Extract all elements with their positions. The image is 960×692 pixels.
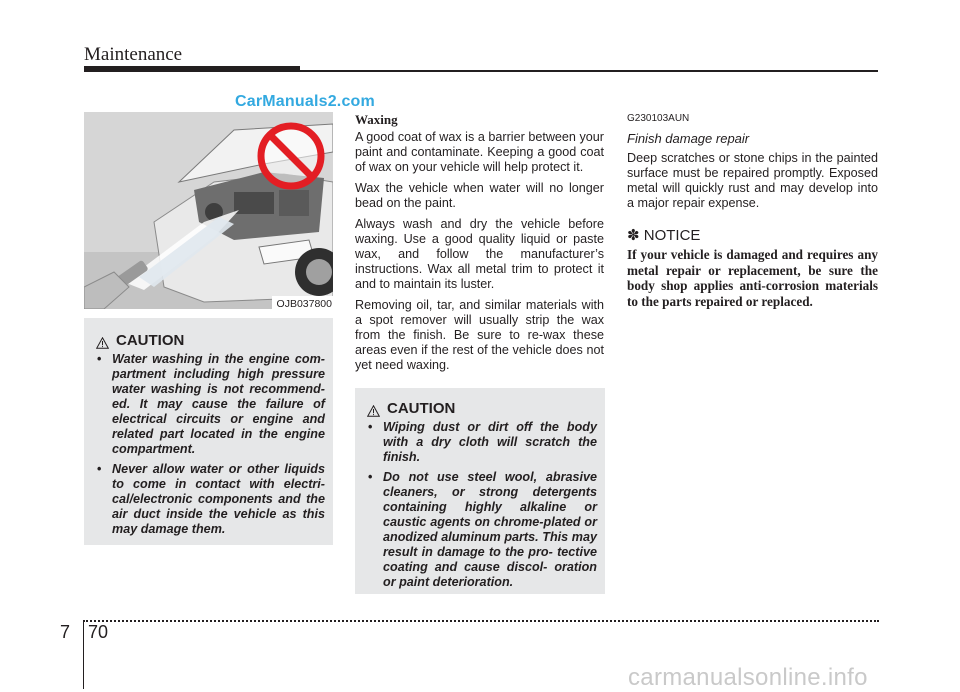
caution-box-engine-washing bbox=[84, 318, 333, 545]
finish-damage-paragraph: Deep scratches or stone chips in the painted surface must be repaired promptly. Exposed metal will quickly rust and may develop into a major repair expense. bbox=[627, 151, 878, 210]
notice-asterisk-icon: ✽ bbox=[627, 227, 640, 244]
warning-triangle-icon bbox=[367, 405, 380, 417]
header-rule-thin bbox=[300, 70, 878, 72]
caution-item: • Water washing in the engine com- partment including high pressure water washing is not recommend- ed. It may cause the failure of electrical circuits or engine and related part located in the engine compartment. bbox=[92, 352, 325, 457]
caution-item: • Never allow water or other liquids to come in contact with electri- cal/electronic components and the air duct inside the vehicle as this may damage them. bbox=[92, 462, 325, 537]
header-rule-thick bbox=[84, 66, 300, 72]
footer-dotted-rule bbox=[83, 620, 879, 622]
figure-caption: OJB037800 bbox=[272, 296, 334, 312]
engine-wash-illustration bbox=[84, 112, 333, 309]
waxing-paragraph: Removing oil, tar, and similar materials with a spot remover will usually strip the wax from the finish. Be sure to re-wax these areas even if the rest of the vehicle does not yet need waxing. bbox=[355, 298, 604, 372]
caution-header bbox=[96, 332, 325, 349]
finish-damage-heading: Finish damage repair bbox=[627, 131, 750, 146]
caution-title: CAUTION bbox=[387, 400, 456, 417]
page-number: 70 bbox=[88, 622, 109, 642]
footer-vertical-rule bbox=[83, 621, 84, 689]
caution-item: • Wiping dust or dirt off the body with a dry cloth will scratch the finish. bbox=[363, 420, 597, 465]
prohibition-icon bbox=[261, 126, 321, 186]
caution-header bbox=[367, 400, 597, 417]
waxing-section bbox=[355, 112, 604, 379]
caution-item: • Do not use steel wool, abrasive cleaners, or strong detergents containing highly alkaline or caustic agents on chrome-plated or anodized aluminum parts. This may result in damage to the pro- tective coating and cause discol- oration or paint deterioration. bbox=[363, 470, 597, 590]
caution-list bbox=[92, 352, 325, 537]
waxing-paragraph: Wax the vehicle when water will no longer bead on the paint. bbox=[355, 181, 604, 210]
engine-wash-drawing bbox=[84, 112, 333, 309]
waxing-paragraph: Always wash and dry the vehicle before waxing. Use a good quality liquid or paste wax, and follow the manufacturer’s instructions. Wax all metal trim to protect it and to maintain its luster. bbox=[355, 217, 604, 291]
chapter-number: 7 bbox=[60, 622, 71, 642]
notice-text: If your vehicle is damaged and requires any metal repair or replacement, be sure the body shop applies anti-corrosion materials to the parts repaired or replaced. bbox=[627, 247, 878, 309]
warning-triangle-icon bbox=[96, 337, 109, 349]
notice-header bbox=[627, 227, 878, 244]
caution-list bbox=[363, 420, 597, 590]
watermark-top: CarManuals2.com bbox=[235, 93, 375, 110]
page-section-title: Maintenance bbox=[84, 44, 183, 65]
watermark-bottom: carmanualsonline.info bbox=[628, 664, 868, 691]
finish-damage-section bbox=[627, 112, 878, 309]
caution-title: CAUTION bbox=[116, 332, 185, 349]
waxing-paragraph: A good coat of wax is a barrier between your paint and contaminate. Keeping a good coat of wax on your vehicle will help protect it. bbox=[355, 130, 604, 174]
waxing-heading: Waxing bbox=[355, 112, 398, 127]
section-code: G230103AUN bbox=[627, 113, 690, 124]
notice-title: NOTICE bbox=[643, 227, 701, 244]
caution-box-cleaning bbox=[355, 388, 605, 594]
